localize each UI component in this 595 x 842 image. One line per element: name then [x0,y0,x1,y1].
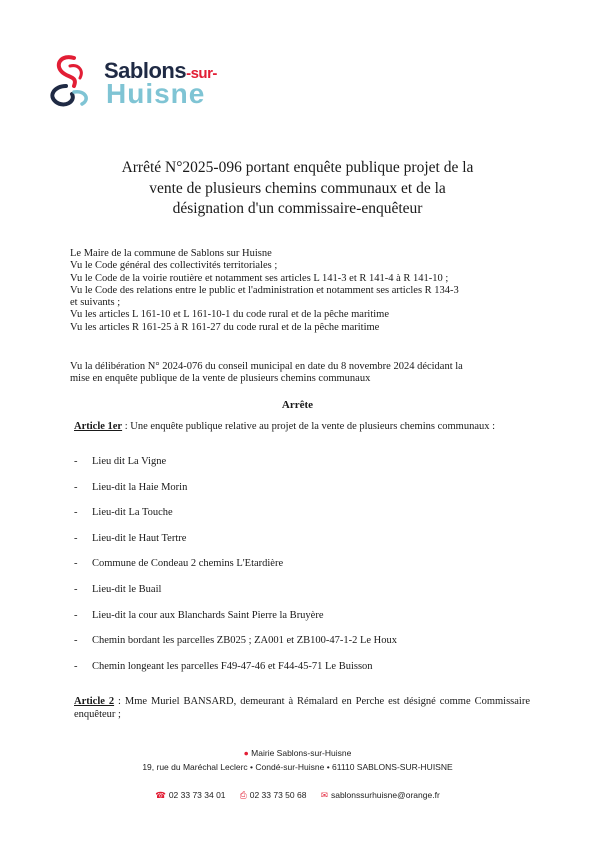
list-item: - Commune de Condeau 2 chemins L'Etardière [74,558,284,570]
preamble [70,248,530,334]
preamble-line: Vu les articles R 161-25 à R 161-27 du code rural et de la pêche maritime [70,321,380,333]
list-item: - Lieu-dit le Buail [74,584,162,595]
logo-wordmark-top: Sablons-sur- [104,58,217,83]
title-line-1: Arrêté N°2025-096 portant enquête publique projet de la [121,159,474,176]
deliberation [70,361,530,386]
municipal-logo [44,52,234,112]
phone-icon: ☎ [155,790,166,800]
article-1 [74,421,530,434]
article-2-label: Article 2 [74,696,115,707]
deliberation-line: Vu la délibération N° 2024-076 du conseil municipal en date du 8 novembre 2024 décidant la [70,361,463,372]
title-line-2: vente de plusieurs chemins communaux et de la [149,179,446,197]
list-item: - Lieu-dit la Haie Morin [74,481,188,493]
article-2 [74,696,530,721]
logo-wordmark-bottom: Huisne [106,78,206,109]
footer-email[interactable]: sablonssurhuisne@orange.fr [330,790,440,800]
arrete-heading: Arrête [281,399,314,411]
footer-fax: 02 33 73 50 68 [249,790,307,800]
fax-icon: ⎙ [239,790,247,800]
footer-mairie-name: Mairie Sablons-sur-Huisne [251,748,352,758]
list-item: - Lieu-dit le Haut Tertre [74,532,187,544]
footer-name [0,748,595,758]
title-line-3: désignation d'un commissaire-enquêteur [172,200,423,217]
location-pin-icon: ● [243,748,249,758]
list-item: - Lieu-dit la cour aux Blanchards Saint Pierre la Bruyère [74,609,324,621]
preamble-line: et suivants ; [70,297,121,309]
preamble-line: Vu les articles L 161-10 et L 161-10-1 du code rural et de la pêche maritime [70,309,390,321]
footer-contacts [0,790,595,801]
list-item: - Lieu-dit La Touche [74,507,173,519]
list-item: - Chemin longeant les parcelles F49-47-46 et F44-45-71 Le Buisson [74,660,373,672]
list-item: - Chemin bordant les parcelles ZB025 ; ZA001 et ZB100-47-1-2 Le Houx [74,635,398,647]
article-1-label: Article 1er [74,421,123,432]
email-icon: ✉ [320,790,328,800]
preamble-line: Vu le Code de la voirie routière et notamment ses articles L 141-3 et R 141-4 à R 141-10 ; [70,272,449,284]
document-title [40,158,555,220]
preamble-line: Vu le Code des relations entre le public et l'administration et notamment ses articles R 134-3 [70,284,459,296]
footer-address: 19, rue du Maréchal Leclerc • Condé-sur-Huisne • 61110 SABLONS-SUR-HUISNE [142,762,453,772]
list-item: - Lieu dit La Vigne [74,456,167,467]
deliberation-line: mise en enquête publique de la vente de plusieurs chemins communaux [70,373,371,385]
article-1-text: : Une enquête publique relative au projet de la vente de plusieurs chemins communaux : [122,421,496,432]
logo-mark-icon [44,52,100,110]
preamble-line: Le Maire de la commune de Sablons sur Huisne [70,248,272,259]
footer-phone: 02 33 73 34 01 [168,790,226,800]
article-2-text: : Mme Muriel BANSARD, demeurant à Rémalard en Perche est désigné comme Commissaire enquêteur ; [74,696,530,720]
preamble-line: Vu le Code général des collectivités territoriales ; [70,260,278,272]
